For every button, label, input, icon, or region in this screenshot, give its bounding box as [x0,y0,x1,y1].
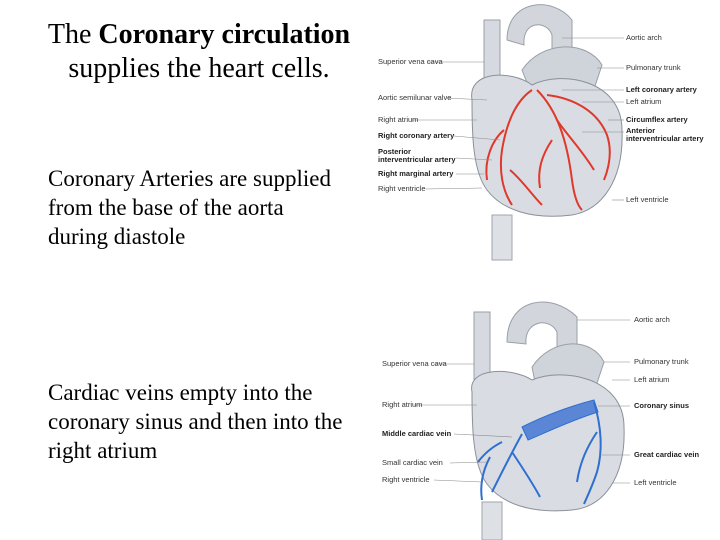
label-right-atrium: Right atrium [378,115,419,124]
label-right-marginal-artery: Right marginal artery [378,169,454,178]
label-great-cardiac-vein: Great cardiac vein [634,450,700,459]
label-circumflex-artery: Circumflex artery [626,115,688,124]
label-coronary-sinus: Coronary sinus [634,401,690,410]
label-aortic-arch: Aortic arch [626,33,662,42]
slide-title [14,18,384,86]
label-left-coronary-artery: Left coronary artery [626,85,697,94]
label-left-ventricle: Left ventricle [626,195,669,204]
label-left-ventricle-2: Left ventricle [634,478,677,487]
veins-paragraph: Cardiac veins empty into the coronary sinus and then into the right atrium [48,380,343,463]
title-bold: Coronary circulation [98,19,351,50]
label-small-cardiac-vein: Small cardiac vein [382,458,443,467]
label-right-coronary-artery: Right coronary artery [378,131,455,140]
label-pulmonary-trunk-2: Pulmonary trunk [634,357,689,366]
label-right-ventricle-2: Right ventricle [382,475,430,484]
label-pulmonary-trunk: Pulmonary trunk [626,63,681,72]
label-right-atrium-2: Right atrium [382,400,423,409]
label-middle-cardiac-vein: Middle cardiac vein [382,429,452,438]
arteries-paragraph: Coronary Arteries are supplied from the base of the aorta during diastole [48,166,331,249]
label-left-atrium-2: Left atrium [634,375,670,384]
title-line2: supplies the heart cells. [68,53,330,84]
label-anterior-interventricular-artery: Anterior interventricular artery [626,126,704,143]
label-posterior-interventricular-artery: Posterior interventricular artery [378,147,456,164]
title-prefix: The [47,19,99,50]
label-superior-vena-cava-2: Superior vena cava [382,359,447,368]
cardiac-veins-figure [372,282,720,540]
label-aortic-semilunar-valve: Aortic semilunar valve [378,93,452,102]
label-right-ventricle: Right ventricle [378,184,426,193]
coronary-arteries-figure [372,0,720,270]
label-superior-vena-cava: Superior vena cava [378,57,443,66]
label-aortic-arch-2: Aortic arch [634,315,670,324]
label-left-atrium: Left atrium [626,97,662,106]
